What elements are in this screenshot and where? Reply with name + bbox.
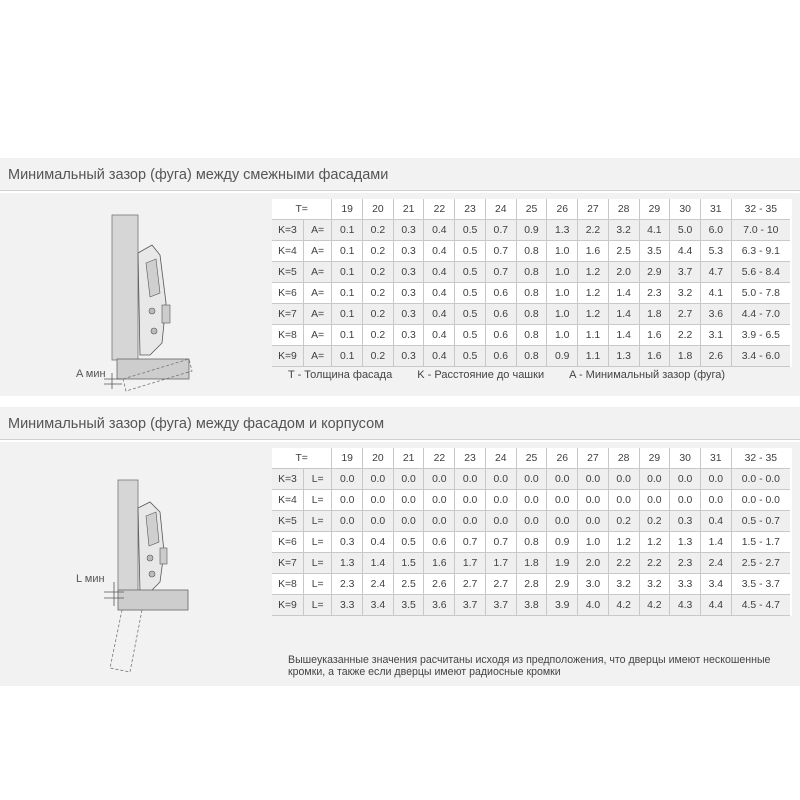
table-cell: 0.3 bbox=[393, 241, 424, 262]
table-cell: 0.3 bbox=[393, 325, 424, 346]
legend-k: K - Расстояние до чашки bbox=[417, 369, 545, 381]
table-cell: 2.3 bbox=[639, 283, 670, 304]
table-cell: 4.2 bbox=[608, 595, 639, 616]
table-cell: 0.5 bbox=[455, 346, 486, 367]
table-cell: 0.6 bbox=[424, 532, 455, 553]
table-cell: 0.3 bbox=[393, 346, 424, 367]
gap-table-cabinet bbox=[272, 448, 792, 616]
table-cell: 0.0 bbox=[608, 469, 639, 490]
table-cell: 2.0 bbox=[608, 262, 639, 283]
table-cell: 0.3 bbox=[393, 220, 424, 241]
table-cell: 0.9 bbox=[547, 532, 578, 553]
table-cell: 1.3 bbox=[608, 346, 639, 367]
table-cell: 2.7 bbox=[455, 574, 486, 595]
table-cell: 1.9 bbox=[547, 553, 578, 574]
row-value-label: A= bbox=[303, 325, 331, 346]
table-cell: 0.0 bbox=[578, 511, 609, 532]
table-cell: 6.0 bbox=[700, 220, 731, 241]
row-value-label: A= bbox=[303, 346, 331, 367]
table-row bbox=[272, 325, 790, 346]
table-cell: 1.5 bbox=[393, 553, 424, 574]
table-cell: 0.7 bbox=[455, 532, 486, 553]
header-cell: 26 bbox=[547, 448, 578, 469]
row-k-label: K=8 bbox=[272, 574, 303, 595]
table-row bbox=[272, 304, 790, 325]
table-cell: 1.2 bbox=[578, 262, 609, 283]
row-k-label: K=9 bbox=[272, 595, 303, 616]
table-cell: 0.3 bbox=[393, 283, 424, 304]
table-cell: 0.5 - 0.7 bbox=[731, 511, 790, 532]
header-cell: 27 bbox=[578, 199, 609, 220]
table-cell: 1.3 bbox=[332, 553, 363, 574]
table-cell: 2.9 bbox=[547, 574, 578, 595]
row-k-label: K=8 bbox=[272, 325, 303, 346]
row-value-label: A= bbox=[303, 262, 331, 283]
table-cell: 0.0 bbox=[578, 469, 609, 490]
header-cell: 22 bbox=[424, 448, 455, 469]
table-cell: 1.6 bbox=[578, 241, 609, 262]
hinge-diagram-cabinet bbox=[0, 442, 266, 686]
divider bbox=[0, 439, 800, 440]
table-row bbox=[272, 511, 790, 532]
table-cell: 0.7 bbox=[485, 532, 516, 553]
table-row bbox=[272, 574, 790, 595]
table-row bbox=[272, 283, 790, 304]
table-cell: 1.8 bbox=[516, 553, 547, 574]
table-cell: 3.9 - 6.5 bbox=[731, 325, 790, 346]
table-cell: 5.0 bbox=[670, 220, 701, 241]
table-cell: 2.4 bbox=[363, 574, 394, 595]
header-cell: 23 bbox=[455, 448, 486, 469]
table-cell: 4.4 - 7.0 bbox=[731, 304, 790, 325]
legend-a: A - Минимальный зазор (фуга) bbox=[569, 369, 726, 381]
l-min-label: L мин bbox=[76, 573, 105, 585]
table-cell: 0.3 bbox=[670, 511, 701, 532]
table-cell: 0.0 - 0.0 bbox=[731, 469, 790, 490]
section-body bbox=[0, 193, 800, 396]
table-cell: 0.0 bbox=[424, 469, 455, 490]
table-cell: 0.0 bbox=[547, 469, 578, 490]
header-cell: 28 bbox=[608, 199, 639, 220]
table-cell: 0.0 bbox=[516, 511, 547, 532]
row-value-label: L= bbox=[303, 574, 331, 595]
table-row bbox=[272, 220, 790, 241]
table-cell: 1.0 bbox=[547, 262, 578, 283]
row-value-label: L= bbox=[303, 532, 331, 553]
table-cell: 0.1 bbox=[332, 325, 363, 346]
table-cell: 3.2 bbox=[670, 283, 701, 304]
row-k-label: K=3 bbox=[272, 220, 303, 241]
header-label: T= bbox=[272, 448, 332, 469]
header-cell: 24 bbox=[485, 199, 516, 220]
table-cell: 7.0 - 10 bbox=[731, 220, 790, 241]
table-cell: 0.0 bbox=[393, 490, 424, 511]
row-value-label: L= bbox=[303, 511, 331, 532]
table-cell: 0.0 bbox=[547, 490, 578, 511]
legend bbox=[288, 369, 747, 381]
header-cell: 22 bbox=[424, 199, 455, 220]
table-cell: 1.4 bbox=[608, 325, 639, 346]
row-value-label: L= bbox=[303, 490, 331, 511]
table-cell: 4.2 bbox=[639, 595, 670, 616]
table-cell: 0.0 bbox=[608, 490, 639, 511]
header-cell: 19 bbox=[332, 448, 363, 469]
table-cell: 0.0 bbox=[485, 469, 516, 490]
table-cell: 2.3 bbox=[332, 574, 363, 595]
table-cell: 4.4 bbox=[700, 595, 731, 616]
table-cell: 0.6 bbox=[485, 325, 516, 346]
header-cell: 29 bbox=[639, 448, 670, 469]
table-cell: 0.0 bbox=[363, 469, 394, 490]
table-cell: 0.7 bbox=[485, 262, 516, 283]
table-cell: 0.2 bbox=[363, 262, 394, 283]
table-cell: 0.2 bbox=[363, 283, 394, 304]
table-cell: 4.1 bbox=[639, 220, 670, 241]
row-k-label: K=6 bbox=[272, 283, 303, 304]
header-cell: 25 bbox=[516, 448, 547, 469]
table-cell: 0.0 bbox=[516, 490, 547, 511]
table-cell: 1.3 bbox=[670, 532, 701, 553]
header-cell: 32 - 35 bbox=[731, 199, 790, 220]
table-cell: 0.4 bbox=[424, 262, 455, 283]
header-cell: 30 bbox=[670, 199, 701, 220]
table-cell: 3.3 bbox=[670, 574, 701, 595]
table-cell: 0.0 bbox=[516, 469, 547, 490]
table-cell: 3.6 bbox=[424, 595, 455, 616]
table-cell: 0.8 bbox=[516, 283, 547, 304]
table-cell: 0.2 bbox=[363, 304, 394, 325]
table-cell: 0.4 bbox=[424, 220, 455, 241]
table-cell: 0.0 bbox=[455, 511, 486, 532]
a-min-label: A мин bbox=[76, 368, 106, 380]
table-cell: 1.4 bbox=[608, 283, 639, 304]
table-cell: 2.2 bbox=[670, 325, 701, 346]
row-k-label: K=6 bbox=[272, 532, 303, 553]
table-cell: 1.0 bbox=[578, 532, 609, 553]
table-cell: 0.4 bbox=[424, 241, 455, 262]
table-cell: 0.8 bbox=[516, 325, 547, 346]
table-cell: 3.2 bbox=[608, 574, 639, 595]
table-cell: 0.0 bbox=[393, 469, 424, 490]
table-cell: 0.0 bbox=[485, 490, 516, 511]
table-cell: 2.2 bbox=[608, 553, 639, 574]
table-cell: 2.5 bbox=[393, 574, 424, 595]
header-cell: 21 bbox=[393, 448, 424, 469]
table-cell: 2.2 bbox=[578, 220, 609, 241]
table-row bbox=[272, 241, 790, 262]
table-cell: 0.0 bbox=[424, 490, 455, 511]
table-cell: 0.0 bbox=[363, 490, 394, 511]
table-cell: 0.9 bbox=[547, 346, 578, 367]
header-cell: 20 bbox=[363, 448, 394, 469]
table-cell: 4.3 bbox=[670, 595, 701, 616]
row-k-label: K=5 bbox=[272, 262, 303, 283]
table-row bbox=[272, 346, 790, 367]
table-cell: 0.8 bbox=[516, 241, 547, 262]
header-cell: 19 bbox=[332, 199, 363, 220]
table-cell: 0.2 bbox=[363, 325, 394, 346]
table-cell: 0.2 bbox=[363, 346, 394, 367]
table-cell: 0.0 - 0.0 bbox=[731, 490, 790, 511]
table-cell: 1.8 bbox=[639, 304, 670, 325]
table-cell: 4.1 bbox=[700, 283, 731, 304]
table-cell: 0.4 bbox=[700, 511, 731, 532]
gap-table-adjacent bbox=[272, 199, 792, 367]
table-cell: 0.5 bbox=[455, 262, 486, 283]
table-cell: 2.7 bbox=[670, 304, 701, 325]
table-cell: 0.8 bbox=[516, 532, 547, 553]
table-cell: 0.0 bbox=[455, 469, 486, 490]
table-cell: 1.7 bbox=[455, 553, 486, 574]
legend-t: T - Толщина фасада bbox=[288, 369, 393, 381]
table-cell: 0.0 bbox=[639, 490, 670, 511]
header-cell: 23 bbox=[455, 199, 486, 220]
table-cell: 1.1 bbox=[578, 346, 609, 367]
table-cell: 0.0 bbox=[455, 490, 486, 511]
table-cell: 1.2 bbox=[608, 532, 639, 553]
table-cell: 0.0 bbox=[393, 511, 424, 532]
table-cell: 0.0 bbox=[700, 490, 731, 511]
table-cell: 0.0 bbox=[332, 490, 363, 511]
table-cell: 0.1 bbox=[332, 304, 363, 325]
table-cell: 0.0 bbox=[639, 469, 670, 490]
table-cell: 0.5 bbox=[455, 304, 486, 325]
table-cell: 1.6 bbox=[639, 346, 670, 367]
table-cell: 1.5 - 1.7 bbox=[731, 532, 790, 553]
table-row bbox=[272, 553, 790, 574]
table-cell: 0.0 bbox=[547, 511, 578, 532]
table-cell: 0.0 bbox=[424, 511, 455, 532]
table-cell: 0.3 bbox=[332, 532, 363, 553]
table-cell: 1.6 bbox=[639, 325, 670, 346]
table-cell: 0.6 bbox=[485, 283, 516, 304]
table-cell: 1.0 bbox=[547, 325, 578, 346]
row-value-label: L= bbox=[303, 595, 331, 616]
table-cell: 0.0 bbox=[332, 469, 363, 490]
table-cell: 3.5 bbox=[393, 595, 424, 616]
section-facade-cabinet bbox=[0, 407, 800, 686]
table-cell: 3.4 - 6.0 bbox=[731, 346, 790, 367]
table-cell: 1.0 bbox=[547, 304, 578, 325]
table-cell: 2.4 bbox=[700, 553, 731, 574]
table-cell: 2.7 bbox=[485, 574, 516, 595]
table-cell: 2.9 bbox=[639, 262, 670, 283]
table-header-row bbox=[272, 199, 790, 220]
table-cell: 5.0 - 7.8 bbox=[731, 283, 790, 304]
table-cell: 0.1 bbox=[332, 220, 363, 241]
footnote: Вышеуказанные значения расчитаны исходя из предположения, что дверцы имеют нескошенные кромки, а также если дверцы имеют радиосные кромки bbox=[288, 654, 771, 678]
row-k-label: K=4 bbox=[272, 490, 303, 511]
header-cell: 29 bbox=[639, 199, 670, 220]
table-cell: 3.2 bbox=[608, 220, 639, 241]
table-cell: 5.6 - 8.4 bbox=[731, 262, 790, 283]
table-cell: 0.5 bbox=[455, 241, 486, 262]
table-cell: 3.4 bbox=[363, 595, 394, 616]
header-cell: 25 bbox=[516, 199, 547, 220]
table-cell: 2.2 bbox=[639, 553, 670, 574]
table-cell: 4.0 bbox=[578, 595, 609, 616]
table-cell: 3.7 bbox=[455, 595, 486, 616]
table-cell: 2.6 bbox=[424, 574, 455, 595]
table-cell: 0.0 bbox=[670, 469, 701, 490]
row-value-label: A= bbox=[303, 283, 331, 304]
header-cell: 20 bbox=[363, 199, 394, 220]
table-row bbox=[272, 532, 790, 553]
table-cell: 1.4 bbox=[700, 532, 731, 553]
table-cell: 6.3 - 9.1 bbox=[731, 241, 790, 262]
table-cell: 0.8 bbox=[516, 262, 547, 283]
header-cell: 31 bbox=[700, 199, 731, 220]
table-cell: 0.4 bbox=[424, 325, 455, 346]
table-row bbox=[272, 595, 790, 616]
table-cell: 0.4 bbox=[424, 304, 455, 325]
table-cell: 0.3 bbox=[393, 304, 424, 325]
table-cell: 0.5 bbox=[393, 532, 424, 553]
table-cell: 0.0 bbox=[332, 511, 363, 532]
table-cell: 0.4 bbox=[424, 346, 455, 367]
table-cell: 0.2 bbox=[363, 241, 394, 262]
table-cell: 0.1 bbox=[332, 241, 363, 262]
table-cell: 2.6 bbox=[700, 346, 731, 367]
table-cell: 3.1 bbox=[700, 325, 731, 346]
row-value-label: A= bbox=[303, 220, 331, 241]
table-cell: 0.0 bbox=[700, 469, 731, 490]
header-cell: 21 bbox=[393, 199, 424, 220]
table-cell: 3.6 bbox=[700, 304, 731, 325]
table-cell: 0.1 bbox=[332, 262, 363, 283]
row-k-label: K=7 bbox=[272, 304, 303, 325]
row-k-label: K=3 bbox=[272, 469, 303, 490]
table-cell: 3.7 bbox=[670, 262, 701, 283]
table-cell: 0.0 bbox=[578, 490, 609, 511]
table-cell: 0.6 bbox=[485, 304, 516, 325]
table-cell: 3.0 bbox=[578, 574, 609, 595]
table-cell: 0.9 bbox=[516, 220, 547, 241]
table-cell: 4.4 bbox=[670, 241, 701, 262]
row-k-label: K=9 bbox=[272, 346, 303, 367]
table-cell: 0.0 bbox=[363, 511, 394, 532]
table-cell: 2.5 bbox=[608, 241, 639, 262]
header-cell: 30 bbox=[670, 448, 701, 469]
header-cell: 27 bbox=[578, 448, 609, 469]
section-body bbox=[0, 442, 800, 686]
table-cell: 0.3 bbox=[393, 262, 424, 283]
section-title: Минимальный зазор (фуга) между фасадом и корпусом bbox=[0, 407, 800, 439]
table-cell: 4.7 bbox=[700, 262, 731, 283]
table-cell: 1.6 bbox=[424, 553, 455, 574]
row-k-label: K=7 bbox=[272, 553, 303, 574]
table-cell: 3.8 bbox=[516, 595, 547, 616]
table-cell: 1.0 bbox=[547, 241, 578, 262]
table-cell: 1.3 bbox=[547, 220, 578, 241]
table-cell: 1.7 bbox=[485, 553, 516, 574]
table-cell: 2.8 bbox=[516, 574, 547, 595]
table-cell: 0.4 bbox=[424, 283, 455, 304]
header-label: T= bbox=[272, 199, 332, 220]
table-cell: 1.2 bbox=[578, 283, 609, 304]
table-cell: 0.1 bbox=[332, 346, 363, 367]
table-cell: 0.2 bbox=[639, 511, 670, 532]
row-k-label: K=4 bbox=[272, 241, 303, 262]
table-cell: 2.5 - 2.7 bbox=[731, 553, 790, 574]
header-cell: 26 bbox=[547, 199, 578, 220]
table-cell: 3.3 bbox=[332, 595, 363, 616]
table-cell: 1.4 bbox=[608, 304, 639, 325]
table-cell: 0.0 bbox=[670, 490, 701, 511]
table-row bbox=[272, 262, 790, 283]
header-cell: 28 bbox=[608, 448, 639, 469]
table-cell: 2.0 bbox=[578, 553, 609, 574]
header-cell: 32 - 35 bbox=[731, 448, 790, 469]
header-cell: 31 bbox=[700, 448, 731, 469]
table-cell: 3.4 bbox=[700, 574, 731, 595]
section-adjacent-facades bbox=[0, 158, 800, 396]
table-cell: 1.4 bbox=[363, 553, 394, 574]
table-cell: 0.6 bbox=[485, 346, 516, 367]
table-cell: 1.1 bbox=[578, 325, 609, 346]
table-cell: 3.5 bbox=[639, 241, 670, 262]
table-row bbox=[272, 490, 790, 511]
table-cell: 4.5 - 4.7 bbox=[731, 595, 790, 616]
table-cell: 1.2 bbox=[639, 532, 670, 553]
row-value-label: A= bbox=[303, 304, 331, 325]
table-cell: 1.8 bbox=[670, 346, 701, 367]
table-cell: 1.2 bbox=[578, 304, 609, 325]
table-cell: 3.9 bbox=[547, 595, 578, 616]
table-cell: 0.4 bbox=[363, 532, 394, 553]
table-cell: 0.8 bbox=[516, 346, 547, 367]
table-cell: 0.5 bbox=[455, 220, 486, 241]
table-cell: 3.7 bbox=[485, 595, 516, 616]
table-cell: 0.2 bbox=[363, 220, 394, 241]
section-title: Минимальный зазор (фуга) между смежными фасадами bbox=[0, 158, 800, 190]
divider bbox=[0, 190, 800, 191]
row-value-label: L= bbox=[303, 469, 331, 490]
row-value-label: L= bbox=[303, 553, 331, 574]
table-cell: 0.7 bbox=[485, 220, 516, 241]
table-cell: 0.5 bbox=[455, 325, 486, 346]
table-cell: 3.2 bbox=[639, 574, 670, 595]
table-cell: 2.3 bbox=[670, 553, 701, 574]
header-cell: 24 bbox=[485, 448, 516, 469]
table-cell: 0.8 bbox=[516, 304, 547, 325]
table-cell: 0.5 bbox=[455, 283, 486, 304]
row-k-label: K=5 bbox=[272, 511, 303, 532]
table-cell: 0.7 bbox=[485, 241, 516, 262]
table-cell: 0.0 bbox=[485, 511, 516, 532]
table-header-row bbox=[272, 448, 790, 469]
table-cell: 5.3 bbox=[700, 241, 731, 262]
table-row bbox=[272, 469, 790, 490]
row-value-label: A= bbox=[303, 241, 331, 262]
table-cell: 1.0 bbox=[547, 283, 578, 304]
table-cell: 3.5 - 3.7 bbox=[731, 574, 790, 595]
table-cell: 0.1 bbox=[332, 283, 363, 304]
table-cell: 0.2 bbox=[608, 511, 639, 532]
hinge-diagram-adjacent bbox=[0, 193, 266, 396]
